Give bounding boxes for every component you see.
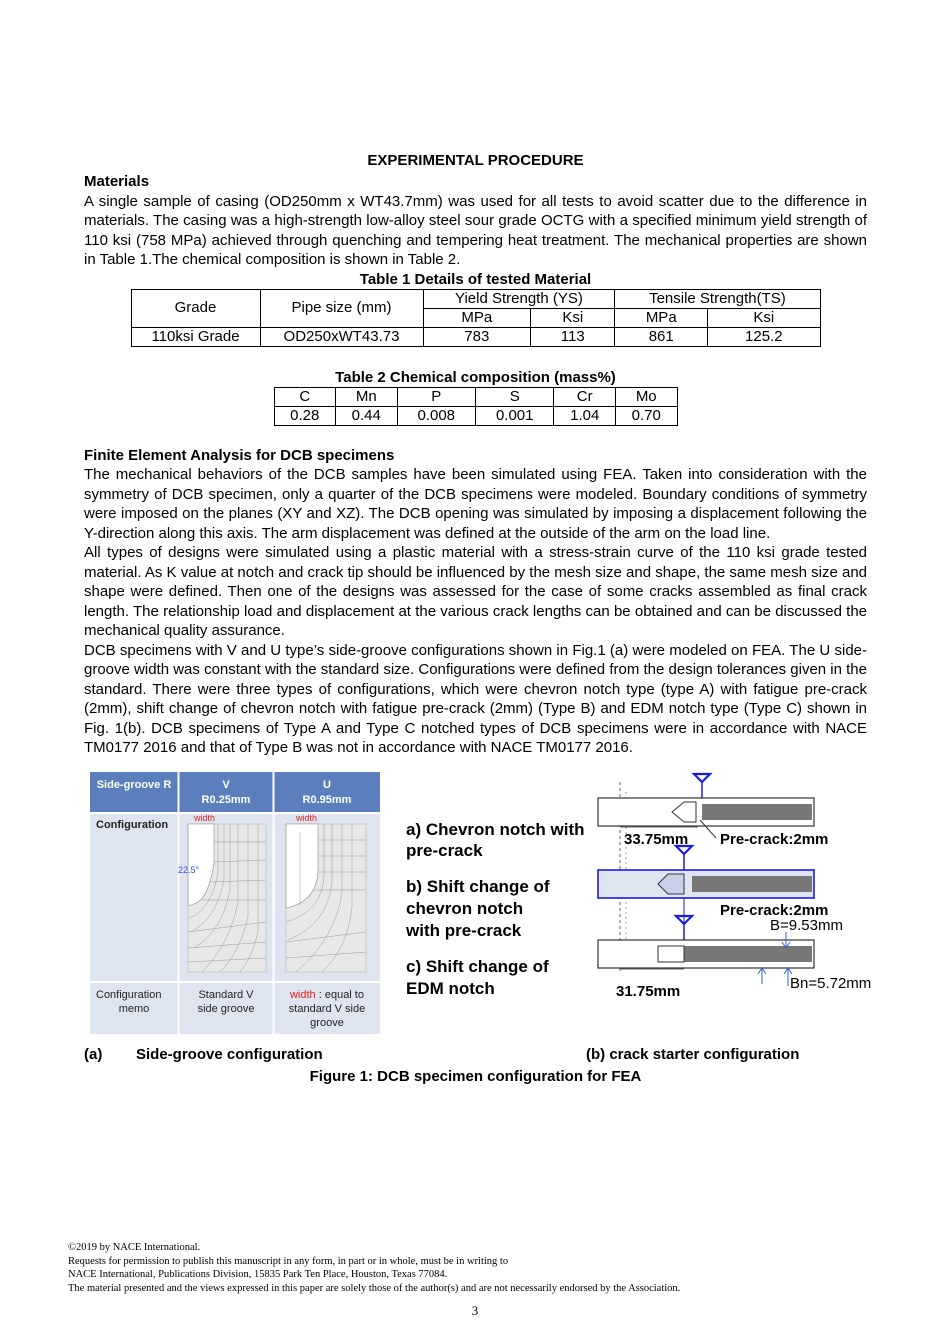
page-content (84, 152, 872, 1085)
table1-header-ys: Yield Strength (YS) (423, 289, 615, 308)
table2-header: C (274, 387, 336, 406)
table1-caption: Table 1 Details of tested Material (359, 270, 592, 288)
figure-a-header-v: V (222, 778, 230, 791)
footer (68, 1241, 888, 1295)
figure-b-label-c-1: c) Shift change of (406, 956, 549, 976)
figure-sub-a-text: Side-groove configuration (136, 1045, 323, 1063)
table2-header: Mn (336, 387, 398, 406)
footer-address: NACE International, Publications Division, 15835 Park Ten Place, Houston, Texas 77084. (68, 1269, 448, 1280)
section-title: EXPERIMENTAL PROCEDURE (367, 152, 584, 169)
table2-cell: 0.28 (274, 406, 336, 425)
figure-a-memo-v-2: side groove (197, 1002, 255, 1015)
materials-heading: Materials (84, 173, 150, 190)
figure-a-header-cell (274, 772, 380, 812)
figure-a-angle-label: 22.5° (178, 864, 200, 875)
figure-a-header-v-radius: R0.25mm (201, 793, 251, 806)
figure-caption: Figure 1: DCB specimen configuration for FEA (309, 1067, 642, 1085)
table1-cell: 110ksi Grade (131, 327, 260, 346)
table2-cell: 0.70 (615, 406, 677, 425)
figure-1 (84, 772, 872, 1042)
figure-a-header-u: U (323, 778, 331, 791)
figure-a-memo-u-2: standard V side (288, 1002, 366, 1015)
table2-cell: 0.001 (475, 406, 553, 425)
table1-unit: MPa (615, 308, 708, 327)
fea-paragraph-1: The mechanical behaviors of the DCB samples have been simulated using FEA. Taken into consideration with the symmetry of DCB specimen, only a quarter of the DCB specimens were modeled. Boundary conditions of symmetry were imposed on the planes (XY and XZ). The DCB opening was simulated by imposing a displacement following the Y-direction along this axis. The arm displacement was defined at the outside of the arm on the load line. (84, 466, 867, 542)
figure-b-precrack-b: Pre-crack:2mm (720, 901, 829, 919)
footer-permission: Requests for permission to publish this manuscript in any form, in part or in whole, must be in writing to (68, 1255, 509, 1267)
figure-b-label-a-1: a) Chevron notch with (406, 819, 585, 839)
figure-b-crack-starter (400, 772, 900, 1034)
table1-unit: Ksi (708, 308, 820, 327)
table1-cell: 113 (531, 327, 615, 346)
figure-b-label-a-2: pre-crack (406, 840, 483, 860)
figure-a-side-groove (90, 772, 380, 1034)
table1-header-grade: Grade (131, 289, 260, 327)
figure-b-dim-B: B=9.53mm (770, 916, 843, 934)
table1-unit: Ksi (531, 308, 615, 327)
figure-sub-a-label: (a) (84, 1045, 103, 1063)
figure-b-dim-a: 33.75mm (624, 830, 689, 848)
figure-a-width-label-v: width (194, 812, 216, 823)
table2-cell: 0.44 (336, 406, 398, 425)
specimen-b (598, 846, 814, 950)
u-groove-mesh (286, 824, 366, 972)
table2-header: Mo (615, 387, 677, 406)
table1-unit: MPa (423, 308, 531, 327)
figure-a-memo-v-1: Standard V (198, 988, 254, 1001)
figure-b-label-b-2: chevron notch (406, 898, 524, 918)
figure-a-header-cell (179, 772, 273, 812)
figure-sub-b: (b) crack starter configuration (586, 1045, 800, 1063)
table2-header: Cr (554, 387, 616, 406)
figure-b-label-b-1: b) Shift change of (406, 876, 550, 896)
figure-subcaptions (84, 1046, 867, 1068)
table2 (274, 387, 678, 426)
table1-cell: 861 (615, 327, 708, 346)
figure-a-memo-u-3: groove (310, 1016, 344, 1029)
specimen-a (598, 774, 814, 827)
figure-a-row2-label-1: Configuration (96, 988, 162, 1001)
figure-a-row2-label-2: memo (118, 1002, 150, 1015)
table1-cell: 125.2 (708, 327, 820, 346)
page-number: 3 (471, 1303, 479, 1318)
figure-a-header-col1: Side-groove R (96, 778, 172, 791)
table1 (131, 289, 821, 347)
fea-heading: Finite Element Analysis for DCB specimens (84, 446, 395, 464)
table2-cell: 1.04 (554, 406, 616, 425)
fea-paragraph-2: All types of designs were simulated using a plastic material with a stress-strain curve of the 110 ksi grade tested material. As K value at notch and crack tip should be influenced by the mesh size and shape, the same mesh size and shape were defined. Then one of the designs was assessed for the case of some cracks assembled as final crack length. The relationship load and displacement at the various crack lengths can be obtained and can be discussed the mechanical quality assurance. (84, 544, 867, 639)
table1-header-ts: Tensile Strength(TS) (615, 289, 820, 308)
table2-header: P (397, 387, 475, 406)
figure-b-label-b-3: with pre-crack (406, 920, 522, 940)
table1-cell: OD250xWT43.73 (260, 327, 423, 346)
table2-caption: Table 2 Chemical composition (mass%) (335, 368, 616, 386)
figure-b-dim-Bn: Bn=5.72mm (790, 974, 872, 992)
v-groove-mesh (188, 824, 266, 972)
figure-a-memo-u-red: width (289, 988, 316, 1001)
figure-a-header-cell (90, 772, 178, 812)
figure-b-label-c-2: EDM notch (406, 978, 495, 998)
figure-b-dim-c: 31.75mm (616, 982, 681, 1000)
footer-disclaimer: The material presented and the views expressed in this paper are solely those of the author(s) and are not necessarily endorsed by the Association. (68, 1282, 681, 1294)
materials-paragraph: A single sample of casing (OD250mm x WT43.7mm) was used for all tests to avoid scatter due to the difference in materials. The casing was a high-strength low-alloy steel sour grade OCTG with a specified minimum yield strength of 110 ksi (758 MPa) achieved through quenching and tempering heat treatment. The mechanical properties are shown in Table 1.The chemical composition is shown in Table 2. (84, 192, 867, 268)
fea-paragraph-3: DCB specimens with V and U type’s side-groove configurations shown in Fig.1 (a) were modeled on FEA. The U side-groove width was constant with the standard size. Configurations were defined from the design tolerances given in the standard. There were three types of configurations, which were chevron notch type (type A) with fatigue pre-crack (2mm), shift change of chevron notch with fatigue pre-crack (2mm) (Type B) and EDM notch type (Type C) shown in Fig. 1(b). DCB specimens of Type A and Type C notched types of DCB specimens were in accordance with NACE TM0177 2016 and that of Type B was not in accordance with NACE TM0177 2016. (84, 641, 867, 756)
table2-header: S (475, 387, 553, 406)
table1-header-pipe: Pipe size (mm) (260, 289, 423, 327)
figure-a-width-label-u: width (296, 812, 318, 823)
footer-copyright: ©2019 by NACE International. (68, 1242, 201, 1253)
table2-cell: 0.008 (397, 406, 475, 425)
figure-a-header-u-radius: R0.95mm (302, 793, 352, 806)
figure-a-row1-label: Configuration (96, 818, 169, 831)
table1-cell: 783 (423, 327, 531, 346)
figure-b-precrack-a: Pre-crack:2mm (720, 830, 829, 848)
figure-a-memo-u-1: width : equal to (289, 988, 365, 1001)
